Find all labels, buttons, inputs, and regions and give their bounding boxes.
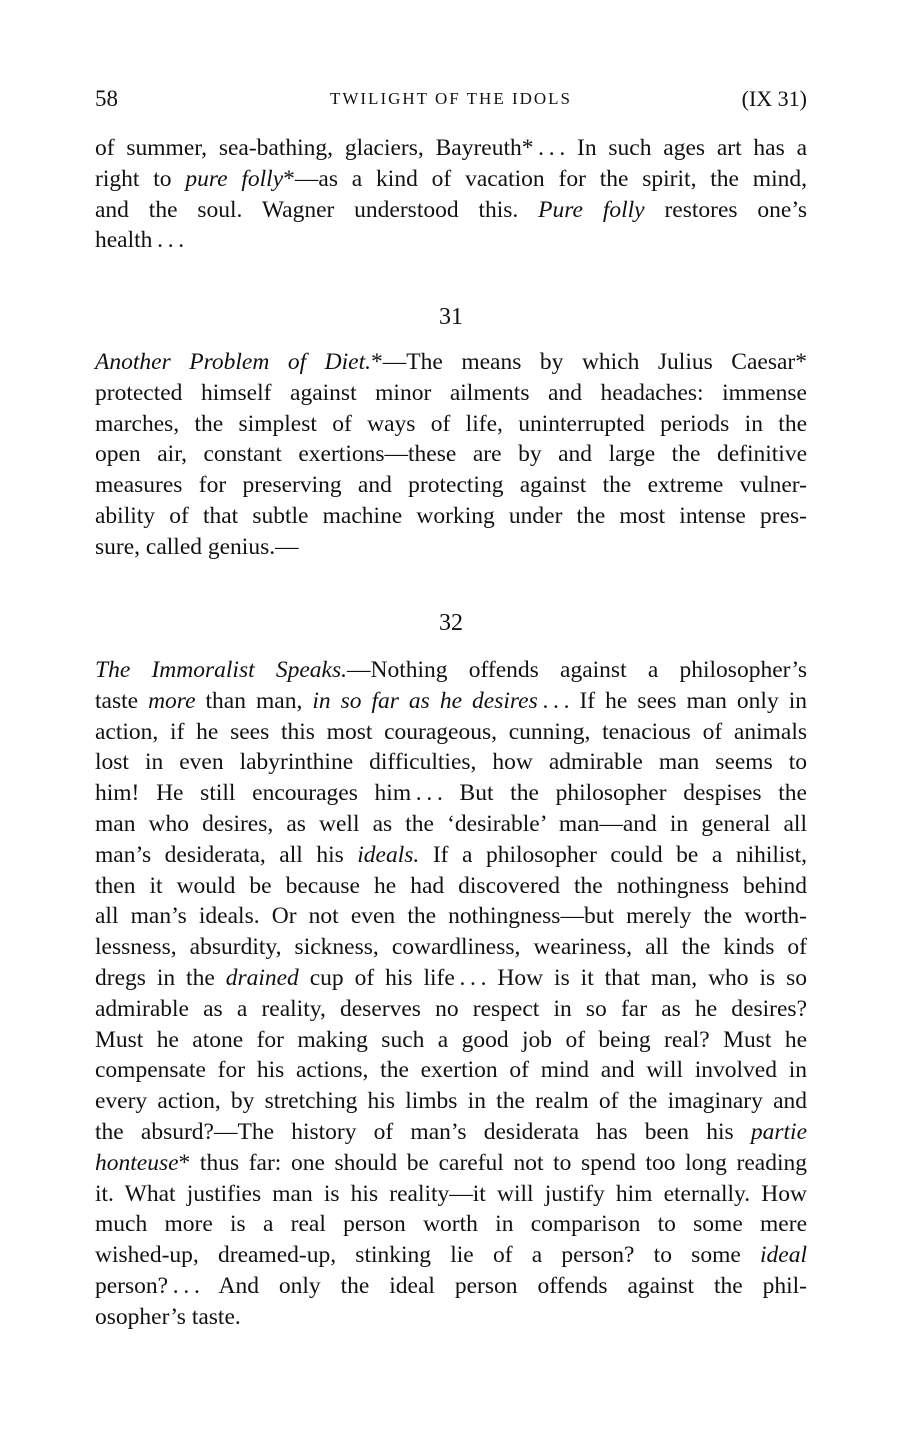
text-line: sure, called genius.— xyxy=(95,533,299,560)
text-line: Must he atone for making such a good job of being real? Must he xyxy=(95,1026,807,1053)
text-line: The Immoralist Speaks.—Nothing offends against a philosopher’s xyxy=(95,657,807,683)
text-line: health . . . xyxy=(95,227,185,254)
text-line: measures for preserving and protecting against the extreme vulner- xyxy=(95,472,807,499)
text-line: much more is a real person worth in comparison to some mere xyxy=(95,1211,807,1238)
text-line: of summer, sea-bathing, glaciers, Bayreuth* . . . In such ages art has a xyxy=(95,135,807,161)
text-line: admirable as a reality, deserves no respect in so far as he desires? xyxy=(95,995,807,1022)
text-line: him! He still encourages him . . . But the philosopher despises the xyxy=(95,780,807,807)
page-number: 58 xyxy=(95,86,118,111)
section-number-31: 31 xyxy=(439,304,463,330)
text-line: protected himself against minor ailments and headaches: immense xyxy=(95,379,807,406)
text-line: osopher’s taste. xyxy=(95,1303,241,1330)
text-line: wished-up, dreamed-up, stinking lie of a person? to some ideal xyxy=(95,1242,807,1269)
text-line: then it would be because he had discovered the nothingness behind xyxy=(95,872,807,899)
section-number-32: 32 xyxy=(439,610,463,636)
text-line: open air, constant exertions—these are by and large the definitive xyxy=(95,441,807,468)
text-line: ability of that subtle machine working under the most intense pres- xyxy=(95,503,807,529)
text-line: man who desires, as well as the ‘desirable’ man—and in general all xyxy=(95,811,807,837)
text-line: right to pure folly*—as a kind of vacation for the spirit, the mind, xyxy=(95,165,807,192)
text-line: and the soul. Wagner understood this. Pure folly restores one’s xyxy=(95,196,807,223)
running-header xyxy=(95,86,807,116)
text-line: person? . . . And only the ideal person offends against the phil- xyxy=(95,1273,807,1299)
text-line: dregs in the drained cup of his life . . . How is it that man, who is so xyxy=(95,965,807,991)
text-line: Another Problem of Diet.*—The means by which Julius Caesar* xyxy=(95,349,807,375)
text-line: compensate for his actions, the exertion of mind and will involved in xyxy=(95,1057,807,1084)
text-line: lost in even labyrinthine difficulties, how admirable man seems to xyxy=(95,749,807,776)
text-line: taste more than man, in so far as he desires . . . If he sees man only in xyxy=(95,687,807,714)
text-line: all man’s ideals. Or not even the nothingness—but merely the worth- xyxy=(95,903,807,930)
text-line: marches, the simplest of ways of life, uninterrupted periods in the xyxy=(95,410,807,437)
text-line: honteuse* thus far: one should be careful not to spend too long reading xyxy=(95,1149,807,1176)
text-line: every action, by stretching his limbs in the realm of the imaginary and xyxy=(95,1088,807,1115)
running-title: TWILIGHT OF THE IDOLS xyxy=(329,89,573,108)
text-line: it. What justifies man is his reality—it will justify him eternally. How xyxy=(95,1180,807,1207)
text-line: the absurd?—The history of man’s desiderata has been his partie xyxy=(95,1119,807,1145)
text-line: lessness, absurdity, sickness, cowardliness, weariness, all the kinds of xyxy=(95,934,807,961)
text-line: action, if he sees this most courageous, cunning, tenacious of animals xyxy=(95,718,807,745)
section-reference: (IX 31) xyxy=(741,86,807,111)
text-line: man’s desiderata, all his ideals. If a philosopher could be a nihilist, xyxy=(95,841,807,868)
